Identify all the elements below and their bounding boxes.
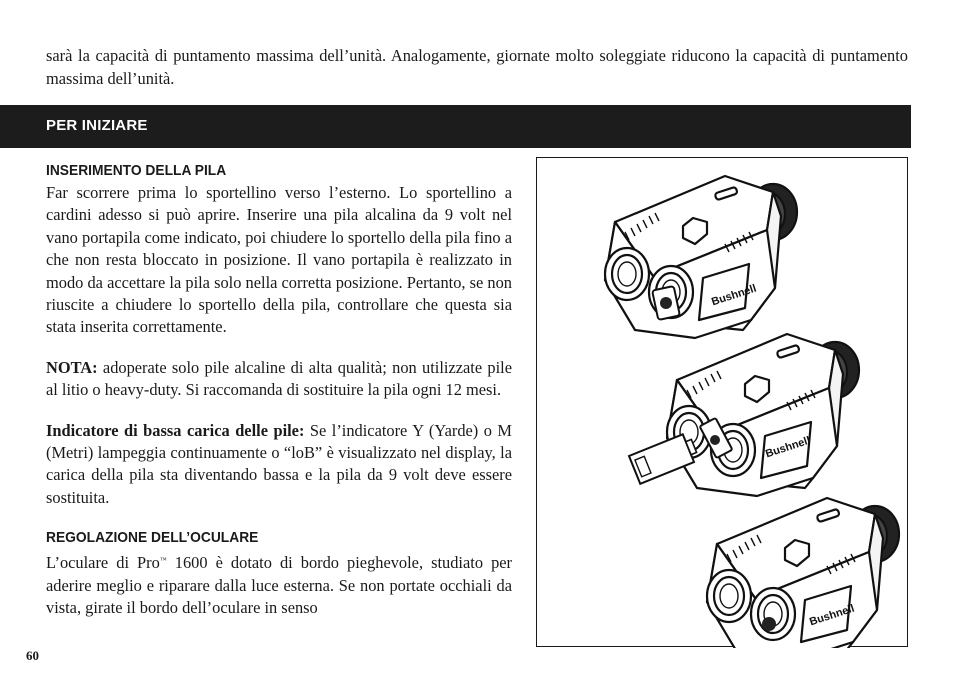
illustration-frame (536, 157, 908, 647)
low-battery-text: Se l’indicatore Y (Yarde) o M (Metri) lampeggia continuamente o “loB” è visualizzato nel display, la carica della pila sta diventando bassa e la pila da 9 volt deve essere sostituita. (46, 420, 512, 507)
section-title: PER INIZIARE (46, 117, 148, 134)
rangefinder-illustrations (537, 158, 909, 648)
rangefinder-door-closed-illustration (707, 498, 899, 648)
section-header-bar (0, 105, 911, 148)
rangefinder-battery-inserting-illustration (629, 334, 859, 496)
eyepiece-paragraph (46, 549, 512, 619)
trademark-mark: ™ (159, 556, 167, 565)
battery-paragraph: Far scorrere prima lo sportellino verso l’esterno. Lo sportellino a cardini adesso si può aprire. Inserire una pila alcalina da 9 volt nel vano portapila come indicato, poi chiudere lo sportello della pila fino a che non resta bloccato in posizione. Il vano portapila è realizzato in modo da accettare la pila solo nella corretta posizione. Pertanto, se non riuscite a chiudere lo sportello della pila, controllare che questa sia stata inserita correttamente. (46, 183, 512, 337)
note-text: adoperate solo pile alcaline di alta qualità; non utilizzate pile al litio o heavy-duty. Si raccomanda di sostituire la pila ogni 12 mesi. (46, 357, 512, 400)
brand-logo-3: Bushnell (808, 602, 856, 629)
page-number: 60 (26, 648, 39, 663)
brand-logo-1: Bushnell (710, 282, 758, 309)
eyepiece-text-start: L’oculare di Pro (46, 553, 160, 573)
battery-heading: INSERIMENTO DELLA PILA (46, 162, 227, 179)
low-battery-paragraph (46, 420, 512, 510)
note-label: NOTA: (46, 357, 98, 377)
note-paragraph (46, 357, 512, 402)
eyepiece-heading: REGOLAZIONE DELL’OCULARE (46, 529, 259, 547)
intro-paragraph: sarà la capacità di puntamento massima dell’unità. Analogamente, giornate molto soleggiate riducono la capacità di puntamento massima dell’unità. (46, 46, 908, 88)
brand-logo-2: Bushnell (764, 434, 812, 461)
rangefinder-door-open-illustration (605, 176, 797, 338)
eyepiece-text-end: 1600 è dotato di bordo pieghevole, studiato per aderire meglio e riparare dalla luce esterna. Se non portate occhiali da vista, girate il bordo dell’oculare in senso (46, 553, 512, 618)
low-battery-label: Indicatore di bassa carica delle pile: (46, 420, 305, 440)
text-column (46, 160, 512, 620)
